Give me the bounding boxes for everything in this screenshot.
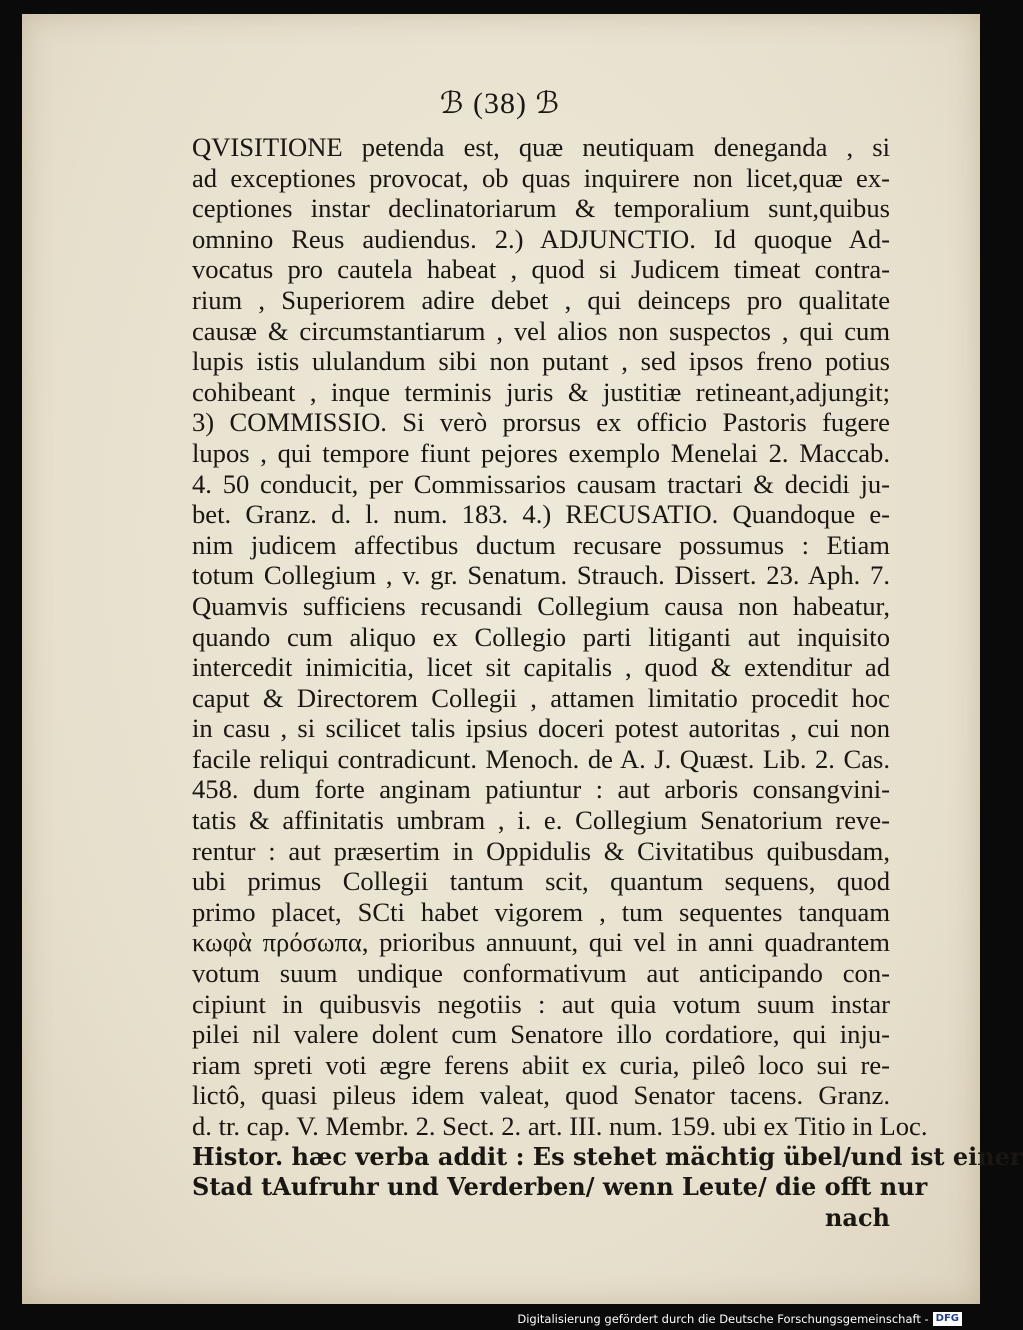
text-line: primo placet, SCti habet vigorem , tum sequentes tanquam [192,896,890,927]
text-line: lictô, quasi pileus idem valeat, quod Senator tacens. Granz. [192,1080,890,1111]
text-line: 4. 50 conducit, per Commissarios causam tractari & decidi ju- [192,468,890,499]
text-line: riam spreti voti ægre ferens abiit ex curia, pileô loco sui re- [192,1049,890,1080]
text-line: facile reliqui contradicunt. Menoch. de A. J. Quæst. Lib. 2. Cas. [192,743,890,774]
text-line: ubi primus Collegii tantum scit, quantum sequens, quod [192,866,890,897]
page-number: ℬ (38) ℬ [439,87,561,120]
text-line: lupis istis ululandum sibi non putant , sed ipsos freno potius [192,346,890,377]
text-line: d. tr. cap. V. Membr. 2. Sect. 2. art. III. num. 159. ubi ex Titio in Loc. [192,1111,928,1141]
text-line: cipiunt in quibusvis negotiis : aut quia votum suum instar [192,988,890,1019]
text-line: ceptiones instar declinatoriarum & temporalium sunt,quibus [192,193,890,224]
text-line: rentur : aut præsertim in Oppidulis & Civitatibus quibusdam, [192,835,890,866]
text-line: in casu , si scilicet talis ipsius doceri potest autoritas , cui non [192,713,890,744]
dfg-logo: DFG [933,1312,962,1326]
catchword: nach [824,1202,890,1232]
text-line: ad exceptiones provocat, ob quas inquirere non licet,quæ ex- [192,162,890,193]
body-text [192,132,1023,1233]
text-line: vocatus pro cautela habeat , quod si Judicem timeat contra- [192,254,890,285]
text-line: bet. Granz. d. l. num. 183. 4.) RECUSATIO. Quandoque e- [192,499,890,530]
text-line: lupos , qui tempore fiunt pejores exemplo Menelai 2. Maccab. [192,437,890,468]
text-line: omnino Reus audiendus. 2.) ADJUNCTIO. Id quoque Ad- [192,223,890,254]
text-line: Stad tAufruhr und Verderben/ wenn Leute/ die offt nur [192,1172,928,1202]
text-line: quando cum aliquo ex Collegio parti litiganti aut inquisito [192,621,890,652]
text-line: rium , Superiorem adire debet , qui deinceps pro qualitate [192,284,890,315]
text-line: 458. dum forte anginam patiuntur : aut arboris consangvini- [192,774,890,805]
text-line: caput & Directorem Collegii , attamen limitatio procedit hoc [192,682,890,713]
text-line: votum suum undique conformativum aut anticipando con- [192,958,890,989]
text-line: totum Collegium , v. gr. Senatum. Strauch. Dissert. 23. Aph. 7. [192,560,890,591]
text-line: QVISITIONE petenda est, quæ neutiquam deneganda , si [192,132,890,162]
text-line: intercedit inimicitia, licet sit capitalis , quod & extenditur ad [192,652,890,683]
text-line: cohibeant , inque terminis juris & justitiæ retineant,adjungit; [192,376,890,407]
text-line: 3) COMMISSIO. Si verò prorsus ex officio Pastoris fugere [192,407,890,438]
text-line: pilei nil valere dolent cum Senatore illo cordatiore, qui inju- [192,1019,890,1050]
text-line: Histor. hæc verba addit : Es stehet mächtig übel/und ist einer [192,1141,1023,1171]
text-line: tatis & affinitatis umbram , i. e. Collegium Senatorium reve- [192,805,890,836]
text-line: Quamvis sufficiens recusandi Collegium causa non habeatur, [192,590,890,621]
funding-footer [517,1311,962,1327]
text-line: nim judicem affectibus ductum recusare possumus : Etiam [192,529,890,560]
text-line: κωφὰ πρόσωπα, prioribus annuunt, qui vel in anni quadrantem [192,927,890,958]
funding-text: Digitalisierung gefördert durch die Deutsche Forschungsgemeinschaft - [517,1312,929,1326]
text-line: causæ & circumstantiarum , vel alios non suspectos , qui cum [192,315,890,346]
